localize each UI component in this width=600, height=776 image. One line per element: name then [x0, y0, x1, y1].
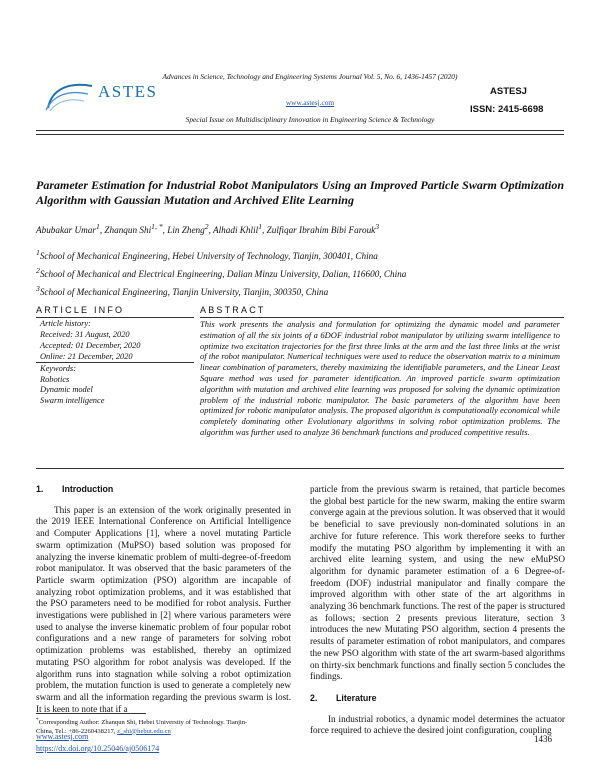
author-affiliation-marker: 1: [258, 222, 263, 231]
keywords-block: [36, 364, 194, 406]
logo-text: ASTES: [98, 82, 158, 101]
abstract-bottom-divider: [36, 468, 564, 469]
affiliation-1: [36, 248, 564, 261]
header-divider: [36, 130, 564, 131]
keyword: Dynamic model: [40, 385, 93, 395]
affiliation-text: School of Mechanical Engineering, Tianjin University, Tianjin, 300350, China: [39, 287, 329, 298]
introduction-continued-paragraph: particle from the previous swarm is retained, that particle becomes the global best particle for the new swarm, making the entire swarm converge again at the previous solution. It was observed that it would be beneficial to save previously non-dominated solutions in an archive for future reference. This work therefore seeks to further modify the mutating PSO algorithm by implementing it with an archived elite learning system, and using the new eMuPSO algorithm for dynamic parameter estimation of a 6 Degree-of-freedom (DOF) industrial manipulator and finally compare the improved algorithm with other state of the art algorithms in analyzing 36 benchmark functions. The rest of the paper is structured as follows; section 2 presents previous literature, section 3 introduces the new Mutating PSO algorithm, section 4 presents the results of parameter estimation of robot manipulators, and compares the new PSO algorithm with state of the art swarm-based algorithms on thirty-six benchmark functions and finally section 5 concludes the findings.: [310, 484, 565, 682]
online-date: Online: 21 December, 2020: [40, 352, 133, 361]
author-name: Abubakar Umar: [36, 225, 96, 236]
footnote-line: China, Tel.: +86-2260438217,: [36, 727, 116, 735]
received-date: Received: 31 August, 2020: [40, 330, 130, 339]
section-title: Introduction: [62, 484, 114, 494]
article-info-heading: ARTICLE INFO: [36, 305, 125, 315]
author-affiliation-marker: 3: [375, 222, 380, 231]
journal-acronym: ASTESJ: [490, 86, 527, 97]
journal-citation: Advances in Science, Technology and Engineering Systems Journal Vol. 5, No. 6, 1436-1457 (2020): [162, 72, 458, 81]
article-history: [36, 318, 194, 362]
author-list: Abubakar Umar$^1$, Zhanqun Shi$^{1, *}$, Lin Zheng$^2$, Alhadi Khlil$^1$, Zulfiqar Ibrahim Bibi Farouk$^3$: [36, 222, 380, 236]
section-heading-literature: [310, 693, 565, 705]
author-name: Zulfiqar Ibrahim Bibi Farouk: [266, 225, 376, 236]
footnote-line: Corresponding Author: Zhanqun Shi, Hebei University of Technology. Tianjin-: [38, 719, 248, 727]
journal-site-link[interactable]: www.astesj.com: [36, 732, 89, 741]
abstract-divider: [200, 317, 564, 318]
keyword: Swarm intelligence: [40, 395, 105, 405]
affiliation-marker: 2: [36, 266, 40, 275]
author-email-link[interactable]: z_shi@hebut.edu.cn: [117, 727, 171, 735]
section-number: 2.: [310, 692, 318, 703]
left-column: [36, 484, 291, 715]
footnote-divider: [36, 713, 146, 714]
section-title: Literature: [336, 692, 377, 703]
accepted-date: Accepted: 01 December, 2020: [40, 341, 141, 350]
author-affiliation-marker: 1: [95, 222, 100, 231]
affiliation-text: School of Mechanical Engineering, Hebei University of Technology, Tianjin, 300401, China: [39, 251, 378, 262]
author-name: Zhanqun Shi: [104, 225, 152, 236]
logo-mark-icon: [40, 78, 96, 114]
author-name: Lin Zheng: [167, 225, 205, 236]
right-column: [310, 484, 565, 737]
footnote-marker: *: [36, 717, 39, 723]
introduction-paragraph: This paper is an extension of the work originally presented in the 2019 IEEE International Conference on Artificial Intelligence and Computer Applications [1], where a novel mutating Particle swarm optimization (MuPSO) based solution was proposed for analyzing the inverse kinematic problem of multi-degree-of-freedom robot manipulator. It was observed that the basic parameters of the Particle swarm optimization (PSO) algorithm are incapable of analyzing robot optimization problems, and it was established that the PSO parameters need to be modified for robot analysis. Further investigations were published in [2] where various parameters were used to analyse the inverse kinematic problem of four popular robot configurations and a new range of parameters for solving robot optimization problems was established, thereby an optimized mutating PSO algorithm for robot analysis was developed. If the algorithm runs into stagnation while solving a robot optimization problem, the mutation function is used to generate a completely new swarm and all the information regarding the previous swarm is lost. It is keen to note that if a: [36, 504, 291, 714]
header-divider-secondary: [36, 134, 564, 135]
page-number: 1436: [534, 734, 552, 744]
journal-logo: [40, 78, 160, 114]
author-affiliation-marker: 2: [204, 222, 209, 231]
author-affiliation-marker: 1, *: [151, 222, 163, 231]
keyword: Robotics: [40, 374, 70, 384]
history-label: Article history:: [40, 319, 91, 328]
paper-title: Parameter Estimation for Industrial Robot Manipulators Using an Improved Particle Swarm Optimization Algorithm with Gaussian Mutation and Archived Elite Learning: [36, 178, 564, 207]
issn-label: ISSN: 2415-6698: [470, 104, 544, 115]
section-heading-introduction: [36, 484, 291, 496]
affiliation-marker: 3: [36, 284, 40, 293]
section-number: 1.: [36, 484, 44, 494]
literature-paragraph: In industrial robotics, a dynamic model determines the actuator force required to achieve the desired joint configuration, coupling: [310, 713, 565, 736]
special-issue-line: Special Issue on Multidisciplinary Innovation in Engineering Science & Technology: [185, 115, 435, 124]
affiliation-marker: 1: [36, 248, 40, 257]
author-name: Alhadi Khlil: [213, 225, 259, 236]
doi-link[interactable]: https://dx.doi.org/10.25046/aj0506174: [36, 744, 160, 753]
affiliation-2: [36, 266, 564, 279]
keywords-divider: [36, 362, 194, 363]
affiliation-text: School of Mechanical and Electrical Engineering, Dalian Minzu University, Dalian, 116600, China: [39, 269, 407, 280]
abstract-heading: ABSTRACT: [200, 305, 266, 315]
abstract-text: This work presents the analysis and formulation for optimizing the dynamic model and parameter estimation of all the six joints of a 6DOF industrial robot manipulator by utilizing swarm intelligence to optimize two excitation trajectories for the first three links at the arm and the last three links at the wrist of the robot manipulator. Numerical techniques were used to reduce the observation matrix to a minimum linear combination of parameters, thereby maximizing the identifiable parameters, and the Linear Least Square method was used for parameter identification. An improved particle swarm optimization algorithm with mutation and archived elite learning was proposed for solving the dynamic optimization problem of the industrial robotic manipulator. The basic parameters of the algorithm have been optimized for robotic manipulator analysis. The proposed algorithm is computationally economical while completely dominating other Evolutionary algorithms in solving robot optimization problems. The algorithm was further used to analyze 36 benchmark functions and produced competitive results.: [200, 319, 560, 437]
journal-url-link[interactable]: www.astesj.com: [285, 98, 335, 107]
affiliation-3: [36, 284, 564, 297]
keywords-label: Keywords:: [40, 364, 76, 373]
